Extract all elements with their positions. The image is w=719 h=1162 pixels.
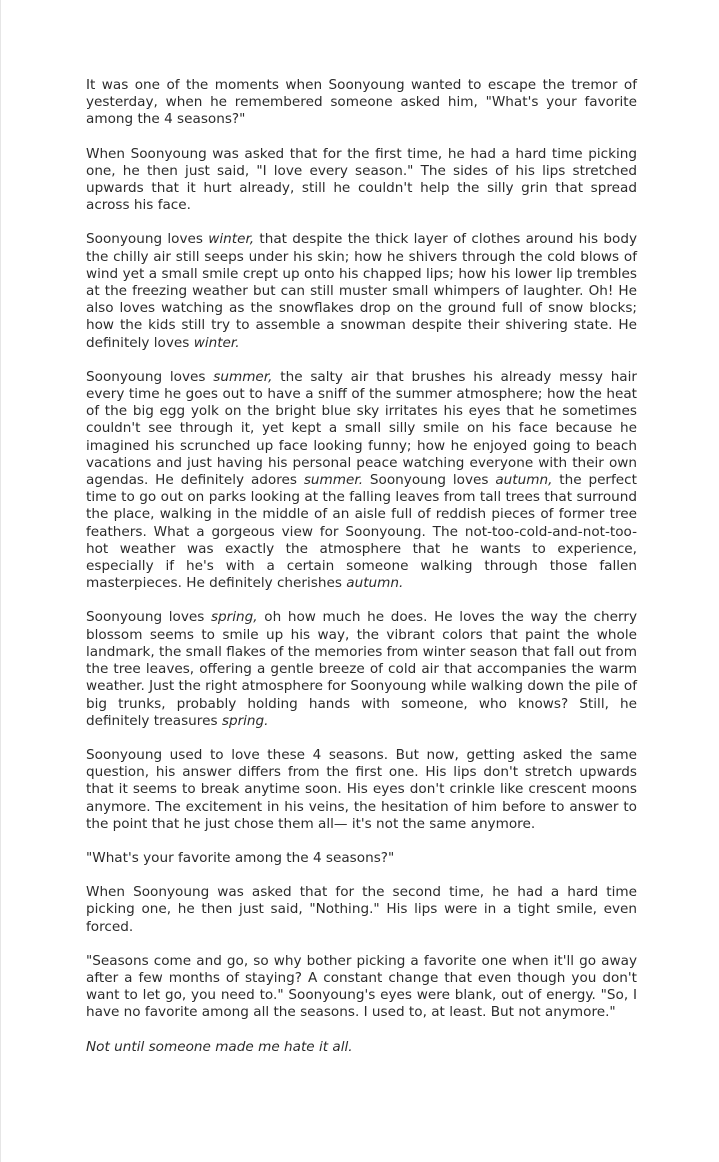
- italic-segment: spring.: [221, 712, 269, 729]
- story-text: [86, 77, 637, 1073]
- text-segment: Soonyoung loves: [86, 609, 211, 626]
- italic-segment: Not until someone made me hate it all.: [86, 1038, 353, 1055]
- paragraph-8: [86, 884, 637, 936]
- text-segment: When Soonyoung was asked that for the second time, he had a hard time picking one, he then just said, "Nothing." His lips were in a tight smile, even forced.: [86, 884, 637, 935]
- paragraph-6: [86, 747, 637, 833]
- italic-segment: summer.: [303, 472, 364, 489]
- text-segment: the salty air that brushes his already messy hair every time he goes out to have a sniff of the summer atmosphere; how the heat of the big egg yolk on the bright blue sky irritates his eyes that he sometimes couldn't see through it, yet kept a small silly smile on his face because he imagined his scrunched up face looking funny; how he enjoyed going to beach vacations and just having his personal peace watching everyone with their own agendas. He definitely adores: [86, 368, 638, 489]
- paragraph-9: [86, 953, 637, 1022]
- paragraph-1: [86, 77, 637, 129]
- text-segment: Soonyoung loves: [86, 368, 214, 385]
- text-segment: "What's your favorite among the 4 seasons?": [86, 849, 395, 866]
- text-segment: Soonyoung loves: [86, 231, 209, 248]
- text-segment: Soonyoung loves: [363, 472, 496, 489]
- italic-segment: summer,: [213, 368, 273, 385]
- italic-segment: autumn,: [495, 472, 553, 489]
- paragraph-10-closing: [86, 1039, 637, 1056]
- paragraph-5-spring: [86, 609, 637, 729]
- italic-segment: winter.: [193, 334, 240, 351]
- paragraph-7-question: [86, 850, 637, 867]
- paragraph-4-summer-autumn: [86, 369, 637, 593]
- italic-segment: spring,: [210, 609, 258, 626]
- text-segment: that despite the thick layer of clothes around his body the chilly air still seeps under his skin; how he shivers through the cold blows of wind yet a small smile crept up onto his chapped lips; how his lower lip trembles at the freezing weather but can still muster small whimpers of laughter. Oh! He also loves watching as the snowflakes drop on the ground full of snow blocks; how the kids still try to assemble a snowman despite their shivering state. He definitely loves: [86, 231, 637, 351]
- text-segment: When Soonyoung was asked that for the first time, he had a hard time picking one, he then just said, "I love every season." The sides of his lips stretched upwards that it hurt already, still he couldn't help the silly grin that spread across his face.: [86, 145, 637, 214]
- text-segment: the perfect time to go out on parks looking at the falling leaves from tall trees that surround the place, walking in the middle of an aisle full of reddish pieces of former tree feathers. What a gorgeous view for Soonyoung. The not-too-cold-and-not-too-hot weather was exactly the atmosphere that he wants to experience, especially if he's with a certain someone walking through those fallen masterpieces. He definitely cherishes: [86, 472, 637, 592]
- italic-segment: winter,: [208, 231, 255, 248]
- text-segment: Soonyoung used to love these 4 seasons. But now, getting asked the same question, his answer differs from the first one. His lips don't stretch upwards that it seems to break anytime soon. His eyes don't crinkle like crescent moons anymore. The excitement in his veins, the hesitation of him before to answer to the point that he just chose them all— it's not the same anymore.: [86, 746, 637, 832]
- italic-segment: autumn.: [346, 575, 404, 592]
- text-segment: oh how much he does. He loves the way the cherry blossom seems to smile up his way, the vibrant colors that paint the whole landmark, the small flakes of the memories from winter season that fall out from the tree leaves, offering a gentle breeze of cold air that accompanies the warm weather. Just the right atmosphere for Soonyoung while walking down the pile of big trunks, probably holding hands with someone, who knows? Still, he definitely treasures: [86, 609, 637, 729]
- text-segment: "Seasons come and go, so why bother picking a favorite one when it'll go away after a few months of staying? A constant change that even though you don't want to let go, you need to." Soonyoung's eyes were blank, out of energy. "So, I have no favorite among all the seasons. I used to, at least. But not anymore.": [86, 952, 637, 1021]
- paragraph-2: [86, 146, 637, 215]
- text-segment: It was one of the moments when Soonyoung wanted to escape the tremor of yesterday, when he remembered someone asked him, "What's your favorite among the 4 seasons?": [86, 77, 637, 128]
- paragraph-3-winter: [86, 231, 637, 351]
